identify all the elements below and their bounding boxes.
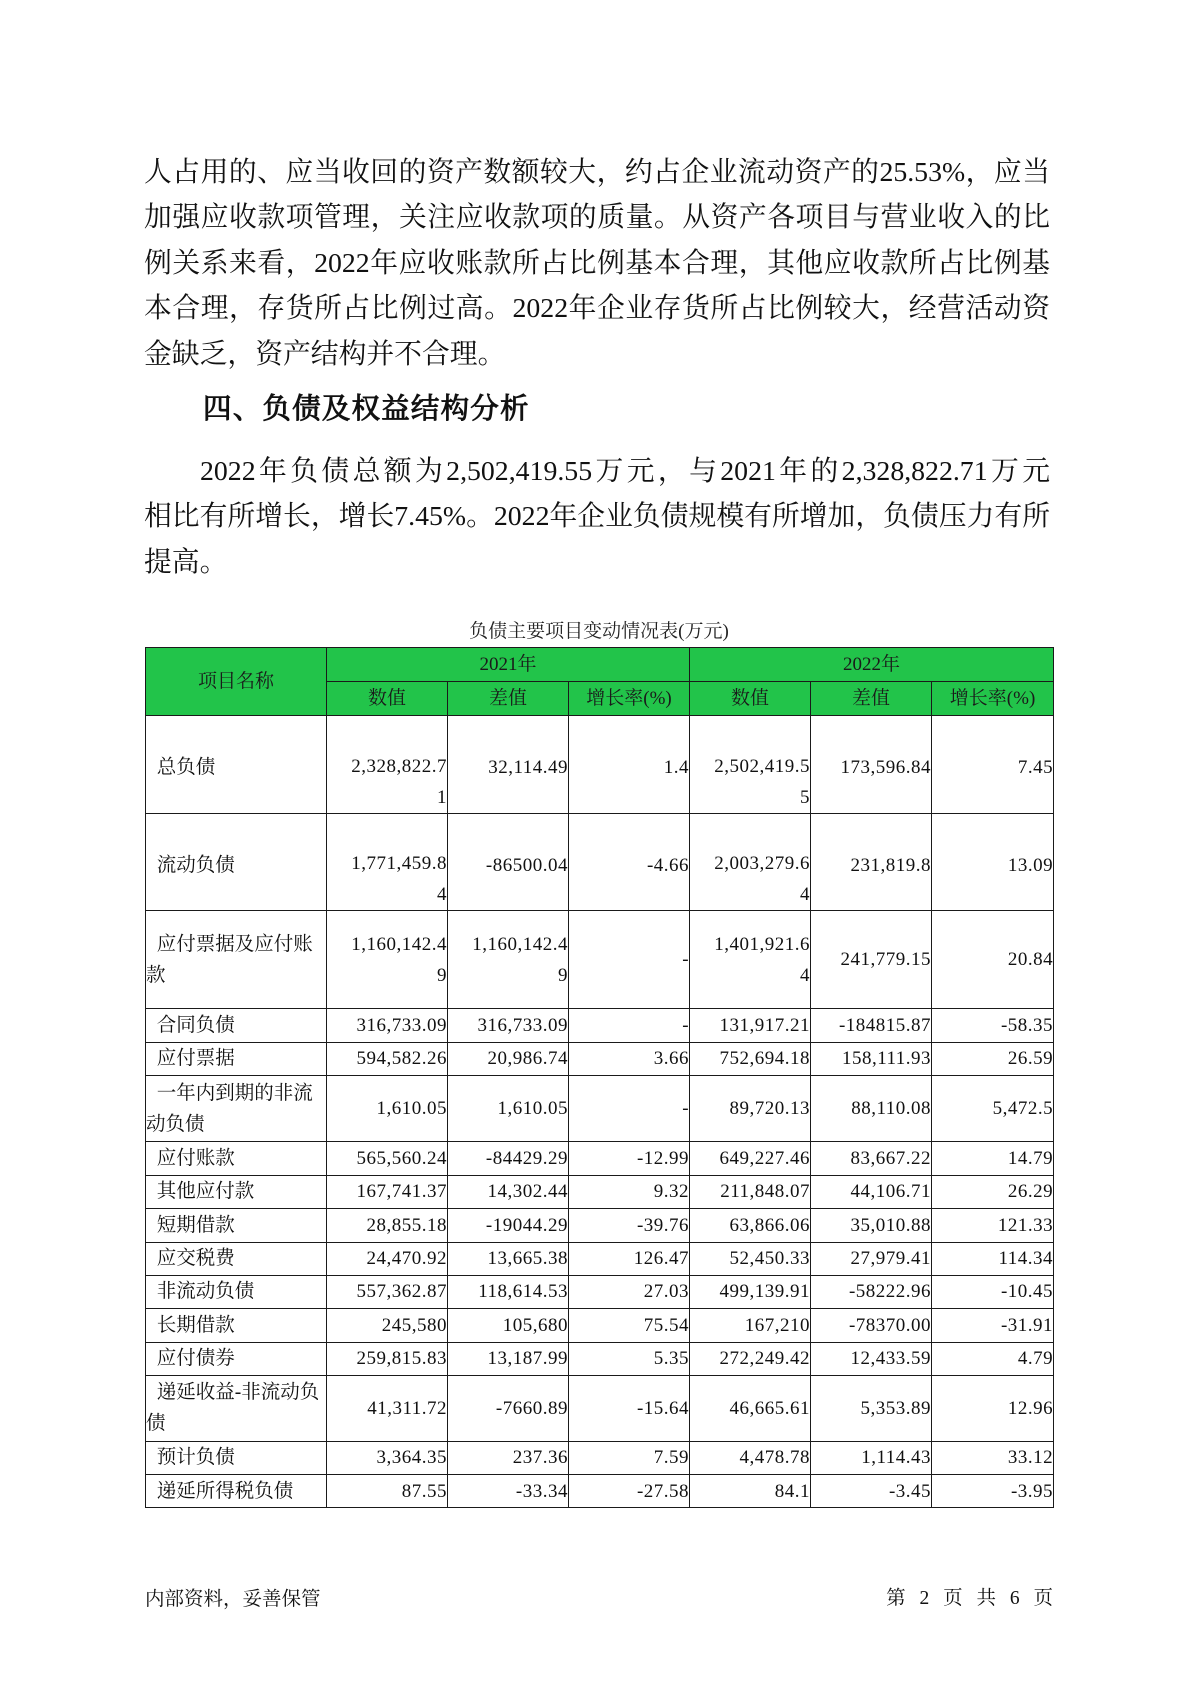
growth-2022-text: 7.45 bbox=[1017, 757, 1054, 778]
growth-2022-cell bbox=[932, 1441, 1054, 1475]
diff-2021-cell bbox=[448, 1441, 569, 1475]
value-2022-cell bbox=[690, 1242, 811, 1275]
item-name-cell bbox=[146, 1475, 327, 1508]
growth-2021-text: -4.66 bbox=[646, 854, 690, 876]
diff-2022-cell bbox=[811, 1009, 932, 1043]
diff-2021-cell bbox=[448, 1275, 569, 1309]
growth-2022-text: 14.79 bbox=[1007, 1147, 1054, 1169]
diff-2021-cell bbox=[448, 1175, 569, 1209]
value-2022-text: 63,866.06 bbox=[729, 1214, 811, 1236]
growth-2022-cell bbox=[932, 1009, 1054, 1043]
diff-2022-text: 35,010.88 bbox=[850, 1214, 932, 1236]
diff-2022-cell bbox=[811, 1042, 932, 1076]
diff-2022-text: 158,111.93 bbox=[841, 1048, 932, 1070]
diff-2021-cell bbox=[448, 1342, 569, 1375]
growth-2022-text: 26.59 bbox=[1007, 1048, 1054, 1070]
item-name-text: 应付票据及应付账款 bbox=[146, 933, 313, 986]
item-name-cell bbox=[146, 1076, 327, 1142]
growth-2022-cell bbox=[932, 1475, 1054, 1508]
header-growth-2022: 增长率(%) bbox=[932, 682, 1054, 716]
item-name-text: 短期借款 bbox=[156, 1214, 235, 1236]
diff-2022-text: -78370.00 bbox=[848, 1314, 932, 1336]
item-name-text: 其他应付款 bbox=[156, 1181, 255, 1203]
growth-2021-cell bbox=[569, 1076, 690, 1142]
item-name-cell bbox=[146, 1209, 327, 1243]
value-2022-cell bbox=[690, 1475, 811, 1508]
growth-2021-cell bbox=[569, 814, 690, 911]
growth-2022-cell bbox=[932, 1142, 1054, 1176]
value-2022-text: 52,450.33 bbox=[729, 1248, 811, 1269]
growth-2022-text: 20.84 bbox=[1007, 949, 1054, 970]
growth-2022-cell bbox=[932, 1175, 1054, 1209]
growth-2022-cell bbox=[932, 1209, 1054, 1243]
diff-2021-text: 1,160,142.49 bbox=[472, 933, 568, 986]
item-name-text: 应交税费 bbox=[156, 1248, 235, 1269]
growth-2022-cell bbox=[932, 1309, 1054, 1343]
diff-2021-cell bbox=[448, 911, 569, 1009]
diff-2022-text: 1,114.43 bbox=[861, 1447, 932, 1469]
value-2022-text: 649,227.46 bbox=[719, 1147, 811, 1169]
item-name-cell bbox=[146, 1042, 327, 1076]
value-2022-text: 46,665.61 bbox=[729, 1397, 811, 1419]
growth-2021-cell bbox=[569, 1441, 690, 1475]
header-year-2022: 2022年 bbox=[690, 648, 1054, 682]
item-name-text: 非流动负债 bbox=[156, 1281, 255, 1303]
diff-2022-cell bbox=[811, 1242, 932, 1275]
diff-2021-text: -33.34 bbox=[515, 1480, 568, 1502]
value-2022-text: 131,917.21 bbox=[719, 1014, 811, 1036]
growth-2021-cell bbox=[569, 1009, 690, 1043]
diff-2021-cell bbox=[448, 1375, 569, 1441]
growth-2021-text: - bbox=[682, 1014, 690, 1036]
diff-2021-text: 105,680 bbox=[502, 1314, 568, 1336]
diff-2022-cell bbox=[811, 1275, 932, 1309]
value-2021-cell bbox=[327, 1175, 448, 1209]
growth-2021-text: -27.58 bbox=[636, 1480, 690, 1502]
growth-2021-text: 75.54 bbox=[643, 1314, 690, 1336]
value-2021-cell bbox=[327, 1042, 448, 1076]
diff-2022-cell bbox=[811, 1076, 932, 1142]
item-name-cell bbox=[146, 814, 327, 911]
value-2022-cell bbox=[690, 814, 811, 911]
item-name-text: 总负债 bbox=[156, 757, 216, 778]
value-2021-text: 594,582.26 bbox=[356, 1048, 447, 1070]
diff-2021-text: 1,610.05 bbox=[497, 1098, 568, 1119]
item-name-cell bbox=[146, 716, 327, 814]
paragraph-line: 2022年负债总额为2,502,419.55万元，与2021年的2,328,822.71万元 bbox=[200, 456, 1050, 487]
growth-2022-text: 121.33 bbox=[997, 1214, 1054, 1236]
value-2021-text: 87.55 bbox=[401, 1480, 447, 1502]
diff-2022-cell bbox=[811, 1342, 932, 1375]
item-name-text: 预计负债 bbox=[156, 1447, 235, 1469]
growth-2022-text: -58.35 bbox=[1000, 1014, 1054, 1036]
diff-2022-cell bbox=[811, 1475, 932, 1508]
value-2021-text: 2,328,822.71 bbox=[351, 756, 447, 808]
growth-2021-text: -15.64 bbox=[636, 1397, 690, 1419]
paragraph-line: 金缺乏，资产结构并不合理。 bbox=[144, 338, 506, 370]
growth-2022-cell bbox=[932, 1275, 1054, 1309]
table-row bbox=[146, 1242, 1054, 1275]
header-item-name: 项目名称 bbox=[146, 648, 327, 716]
diff-2022-cell bbox=[811, 814, 932, 911]
value-2022-cell bbox=[690, 1009, 811, 1043]
paragraph-line: 人占用的、应当收回的资产数额较大，约占企业流动资产的25.53%，应当 bbox=[144, 157, 1050, 188]
value-2021-cell bbox=[327, 1142, 448, 1176]
diff-2021-text: 118,614.53 bbox=[478, 1281, 568, 1303]
value-2021-cell bbox=[327, 1441, 448, 1475]
value-2021-cell bbox=[327, 1375, 448, 1441]
value-2022-cell bbox=[690, 1375, 811, 1441]
table-row bbox=[146, 1076, 1054, 1142]
diff-2021-text: -7660.89 bbox=[495, 1397, 568, 1419]
table-row bbox=[146, 1209, 1054, 1243]
value-2021-cell bbox=[327, 1209, 448, 1243]
item-name-text: 长期借款 bbox=[156, 1314, 235, 1336]
value-2022-text: 167,210 bbox=[744, 1314, 811, 1336]
value-2022-text: 752,694.18 bbox=[719, 1048, 811, 1070]
liability-table bbox=[145, 647, 1054, 1508]
table-row bbox=[146, 716, 1054, 814]
value-2021-cell bbox=[327, 1242, 448, 1275]
diff-2022-text: 12,433.59 bbox=[850, 1348, 932, 1369]
diff-2021-text: 14,302.44 bbox=[487, 1181, 568, 1203]
value-2021-cell bbox=[327, 1309, 448, 1343]
item-name-cell bbox=[146, 1009, 327, 1043]
value-2021-text: 167,741.37 bbox=[356, 1181, 447, 1203]
value-2022-cell bbox=[690, 1076, 811, 1142]
item-name-cell bbox=[146, 1142, 327, 1176]
growth-2021-cell bbox=[569, 911, 690, 1009]
growth-2022-cell bbox=[932, 911, 1054, 1009]
value-2022-cell bbox=[690, 1042, 811, 1076]
table-row bbox=[146, 1441, 1054, 1475]
growth-2021-cell bbox=[569, 716, 690, 814]
value-2022-text: 499,139.91 bbox=[719, 1281, 811, 1303]
growth-2022-text: -10.45 bbox=[1000, 1281, 1054, 1303]
diff-2022-text: 44,106.71 bbox=[850, 1181, 932, 1203]
item-name-cell bbox=[146, 1309, 327, 1343]
item-name-cell bbox=[146, 1342, 327, 1375]
diff-2021-cell bbox=[448, 1076, 569, 1142]
growth-2022-cell bbox=[932, 814, 1054, 911]
diff-2021-text: -19044.29 bbox=[485, 1214, 568, 1236]
value-2021-text: 41,311.72 bbox=[367, 1397, 447, 1419]
table-row bbox=[146, 1309, 1054, 1343]
diff-2021-text: -86500.04 bbox=[485, 854, 568, 876]
table-row bbox=[146, 1175, 1054, 1209]
growth-2021-text: 27.03 bbox=[643, 1281, 690, 1303]
value-2021-cell bbox=[327, 1009, 448, 1043]
growth-2022-cell bbox=[932, 1375, 1054, 1441]
diff-2021-cell bbox=[448, 814, 569, 911]
value-2022-cell bbox=[690, 1175, 811, 1209]
diff-2021-text: 316,733.09 bbox=[477, 1014, 568, 1036]
diff-2021-cell bbox=[448, 1142, 569, 1176]
value-2022-cell bbox=[690, 1142, 811, 1176]
footer-confidential-note: 内部资料，妥善保管 bbox=[145, 1588, 321, 1610]
table-row bbox=[146, 1009, 1054, 1043]
value-2021-cell bbox=[327, 716, 448, 814]
growth-2022-text: 33.12 bbox=[1007, 1447, 1054, 1469]
value-2022-text: 272,249.42 bbox=[719, 1348, 811, 1369]
diff-2022-text: -58222.96 bbox=[848, 1281, 932, 1303]
item-name-text: 递延所得税负债 bbox=[156, 1480, 294, 1502]
body-paragraph-1 bbox=[144, 150, 1050, 377]
growth-2021-text: 5.35 bbox=[653, 1348, 690, 1369]
paragraph-line: 相比有所增长，增长7.45%。2022年企业负债规模有所增加，负债压力有所 bbox=[144, 501, 1050, 533]
diff-2021-cell bbox=[448, 1009, 569, 1043]
value-2022-cell bbox=[690, 1441, 811, 1475]
value-2021-text: 316,733.09 bbox=[356, 1014, 447, 1036]
item-name-cell bbox=[146, 1242, 327, 1275]
value-2021-text: 565,560.24 bbox=[356, 1147, 447, 1169]
paragraph-line: 加强应收款项管理，关注应收款项的质量。从资产各项目与营业收入的比 bbox=[144, 202, 1050, 234]
growth-2021-text: 126.47 bbox=[633, 1248, 690, 1269]
table-row bbox=[146, 814, 1054, 911]
value-2022-cell bbox=[690, 716, 811, 814]
item-name-cell bbox=[146, 911, 327, 1009]
value-2021-cell bbox=[327, 814, 448, 911]
table-row bbox=[146, 911, 1054, 1009]
diff-2021-text: 237.36 bbox=[512, 1447, 568, 1469]
header-year-2021: 2021年 bbox=[327, 648, 690, 682]
item-name-text: 应付票据 bbox=[156, 1048, 235, 1070]
value-2022-cell bbox=[690, 1342, 811, 1375]
diff-2022-cell bbox=[811, 1309, 932, 1343]
diff-2021-cell bbox=[448, 1309, 569, 1343]
diff-2021-cell bbox=[448, 716, 569, 814]
paragraph-line: 本合理，存货所占比例过高。2022年企业存货所占比例较大，经营活动资 bbox=[144, 293, 1050, 325]
growth-2021-cell bbox=[569, 1475, 690, 1508]
value-2021-cell bbox=[327, 911, 448, 1009]
diff-2022-text: 173,596.84 bbox=[840, 757, 932, 778]
growth-2022-text: 5,472.5 bbox=[992, 1098, 1054, 1119]
growth-2021-cell bbox=[569, 1275, 690, 1309]
diff-2022-text: 83,667.22 bbox=[850, 1147, 932, 1169]
value-2021-text: 557,362.87 bbox=[356, 1281, 447, 1303]
value-2021-text: 1,160,142.49 bbox=[351, 933, 447, 986]
section-heading: 四、负债及权益结构分析 bbox=[203, 391, 530, 425]
item-name-cell bbox=[146, 1441, 327, 1475]
value-2021-text: 1,610.05 bbox=[376, 1098, 447, 1119]
diff-2021-cell bbox=[448, 1242, 569, 1275]
item-name-cell bbox=[146, 1175, 327, 1209]
growth-2022-cell bbox=[932, 1342, 1054, 1375]
growth-2022-text: 114.34 bbox=[998, 1248, 1054, 1269]
item-name-text: 流动负债 bbox=[156, 854, 235, 876]
diff-2022-text: 88,110.08 bbox=[851, 1098, 932, 1119]
table-row bbox=[146, 1342, 1054, 1375]
value-2022-text: 4,478.78 bbox=[739, 1447, 811, 1469]
value-2022-text: 1,401,921.64 bbox=[714, 933, 811, 986]
growth-2021-text: 3.66 bbox=[653, 1048, 690, 1070]
diff-2022-cell bbox=[811, 1142, 932, 1176]
growth-2021-text: - bbox=[682, 949, 690, 970]
value-2021-text: 245,580 bbox=[381, 1314, 447, 1336]
item-name-text: 一年内到期的非流动负债 bbox=[146, 1082, 313, 1135]
diff-2021-text: 32,114.49 bbox=[488, 757, 568, 778]
growth-2021-cell bbox=[569, 1242, 690, 1275]
growth-2021-text: 1.4 bbox=[663, 757, 690, 778]
table-row bbox=[146, 1042, 1054, 1076]
growth-2021-cell bbox=[569, 1375, 690, 1441]
growth-2022-text: -31.91 bbox=[1000, 1314, 1054, 1336]
growth-2021-cell bbox=[569, 1042, 690, 1076]
header-growth-2021: 增长率(%) bbox=[569, 682, 690, 716]
value-2021-cell bbox=[327, 1342, 448, 1375]
diff-2022-text: -3.45 bbox=[888, 1480, 932, 1502]
diff-2021-text: 20,986.74 bbox=[487, 1048, 568, 1070]
diff-2022-cell bbox=[811, 1441, 932, 1475]
diff-2022-cell bbox=[811, 911, 932, 1009]
value-2022-text: 211,848.07 bbox=[720, 1181, 811, 1203]
diff-2022-text: -184815.87 bbox=[838, 1014, 932, 1036]
diff-2021-text: -84429.29 bbox=[485, 1147, 568, 1169]
value-2022-cell bbox=[690, 1209, 811, 1243]
item-name-text: 合同负债 bbox=[156, 1014, 235, 1036]
item-name-text: 应付债券 bbox=[156, 1348, 235, 1369]
value-2021-cell bbox=[327, 1475, 448, 1508]
table-row bbox=[146, 1375, 1054, 1441]
value-2021-cell bbox=[327, 1275, 448, 1309]
value-2022-cell bbox=[690, 1275, 811, 1309]
table-row bbox=[146, 1142, 1054, 1176]
growth-2022-cell bbox=[932, 1042, 1054, 1076]
diff-2022-text: 231,819.8 bbox=[850, 854, 932, 876]
growth-2021-cell bbox=[569, 1142, 690, 1176]
header-diff-2022: 差值 bbox=[811, 682, 932, 716]
growth-2022-cell bbox=[932, 1076, 1054, 1142]
diff-2022-text: 27,979.41 bbox=[850, 1248, 932, 1269]
diff-2022-cell bbox=[811, 1375, 932, 1441]
growth-2022-text: 26.29 bbox=[1007, 1181, 1054, 1203]
diff-2021-text: 13,187.99 bbox=[487, 1348, 568, 1369]
item-name-text: 递延收益-非流动负债 bbox=[146, 1382, 320, 1434]
diff-2021-cell bbox=[448, 1209, 569, 1243]
growth-2021-text: 9.32 bbox=[653, 1181, 690, 1203]
table-row bbox=[146, 1475, 1054, 1508]
item-name-cell bbox=[146, 1275, 327, 1309]
value-2022-cell bbox=[690, 1309, 811, 1343]
item-name-text: 应付账款 bbox=[156, 1147, 235, 1169]
growth-2021-cell bbox=[569, 1309, 690, 1343]
growth-2021-text: - bbox=[682, 1098, 690, 1119]
table-header-row bbox=[146, 648, 1054, 682]
table-caption: 负债主要项目变动情况表(万元) bbox=[469, 621, 729, 642]
value-2022-cell bbox=[690, 911, 811, 1009]
value-2021-text: 259,815.83 bbox=[356, 1348, 447, 1369]
table-row bbox=[146, 1275, 1054, 1309]
value-2022-text: 2,502,419.55 bbox=[714, 756, 811, 808]
body-paragraph-2 bbox=[144, 449, 1050, 585]
diff-2022-cell bbox=[811, 716, 932, 814]
value-2021-text: 1,771,459.84 bbox=[351, 853, 447, 905]
diff-2022-text: 241,779.15 bbox=[840, 949, 932, 970]
value-2022-text: 84.1 bbox=[774, 1480, 811, 1502]
header-value-2021: 数值 bbox=[327, 682, 448, 716]
diff-2022-cell bbox=[811, 1175, 932, 1209]
value-2021-text: 28,855.18 bbox=[366, 1214, 447, 1236]
diff-2022-text: 5,353.89 bbox=[860, 1397, 932, 1419]
growth-2022-text: 12.96 bbox=[1007, 1397, 1054, 1419]
growth-2021-cell bbox=[569, 1209, 690, 1243]
diff-2021-cell bbox=[448, 1475, 569, 1508]
growth-2021-cell bbox=[569, 1175, 690, 1209]
diff-2021-text: 13,665.38 bbox=[487, 1248, 568, 1269]
value-2021-cell bbox=[327, 1076, 448, 1142]
diff-2021-cell bbox=[448, 1042, 569, 1076]
growth-2021-text: 7.59 bbox=[653, 1447, 690, 1469]
value-2021-text: 3,364.35 bbox=[376, 1447, 447, 1469]
header-diff-2021: 差值 bbox=[448, 682, 569, 716]
value-2022-text: 89,720.13 bbox=[729, 1098, 811, 1119]
paragraph-line: 提高。 bbox=[144, 546, 228, 578]
growth-2021-text: -12.99 bbox=[636, 1147, 690, 1169]
growth-2022-cell bbox=[932, 716, 1054, 814]
growth-2021-text: -39.76 bbox=[636, 1214, 690, 1236]
footer-page-number: 第 2 页 共 6 页 bbox=[886, 1588, 1053, 1609]
growth-2022-text: -3.95 bbox=[1010, 1480, 1054, 1502]
value-2022-text: 2,003,279.64 bbox=[714, 853, 811, 905]
paragraph-line: 例关系来看，2022年应收账款所占比例基本合理，其他应收款所占比例基 bbox=[144, 247, 1050, 279]
growth-2022-cell bbox=[932, 1242, 1054, 1275]
table-body bbox=[146, 716, 1054, 1508]
header-value-2022: 数值 bbox=[690, 682, 811, 716]
growth-2021-cell bbox=[569, 1342, 690, 1375]
table-header bbox=[146, 648, 1054, 716]
diff-2022-cell bbox=[811, 1209, 932, 1243]
value-2021-text: 24,470.92 bbox=[366, 1248, 447, 1269]
item-name-cell bbox=[146, 1375, 327, 1441]
growth-2022-text: 4.79 bbox=[1017, 1348, 1054, 1369]
growth-2022-text: 13.09 bbox=[1007, 854, 1054, 876]
